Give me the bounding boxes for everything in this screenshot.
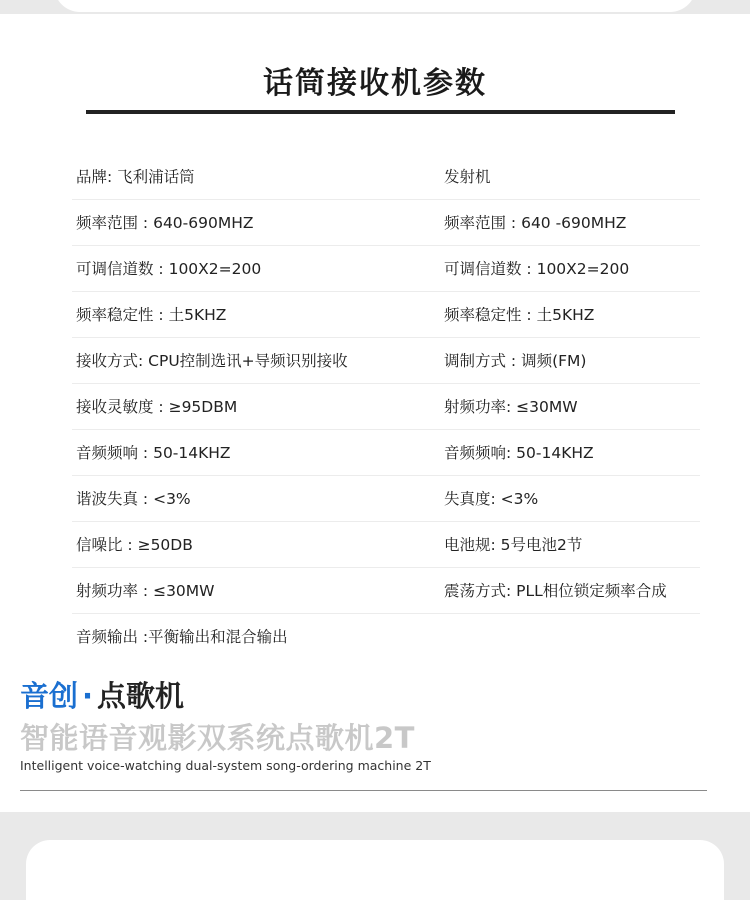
- spec-left: 频率范围 : 640-690MHZ: [76, 214, 254, 232]
- spec-table: [72, 154, 700, 660]
- product-name: 智能语音观影双系统点歌机2T: [20, 721, 415, 755]
- spec-row: [72, 614, 700, 660]
- spec-right: 失真度: <3%: [444, 490, 539, 508]
- bottom-divider: [20, 790, 707, 791]
- bottom-card-edge: [26, 840, 724, 900]
- spec-right: 发射机: [444, 168, 491, 186]
- spec-left: 音频频响 : 50-14KHZ: [76, 444, 231, 462]
- spec-left: 音频输出 :平衡输出和混合输出: [76, 628, 288, 646]
- spec-row: [72, 430, 700, 476]
- spec-row: [72, 476, 700, 522]
- spec-left: 频率稳定性 : 土5KHZ: [76, 306, 227, 324]
- spec-row: [72, 384, 700, 430]
- spec-left: 接收灵敏度 : ≥95DBM: [76, 398, 238, 416]
- spec-row: [72, 246, 700, 292]
- spec-right: 频率范围 : 640 -690MHZ: [444, 214, 627, 232]
- title-underline: [86, 110, 675, 114]
- spec-left: 信噪比 : ≥50DB: [76, 536, 193, 554]
- spec-row: [72, 292, 700, 338]
- spec-left: 射频功率 : ≤30MW: [76, 582, 215, 600]
- spec-row: [72, 338, 700, 384]
- spec-right: 音频频响: 50-14KHZ: [444, 444, 594, 462]
- top-card-edge: [54, 0, 696, 12]
- spec-right: 调制方式 : 调频(FM): [444, 352, 587, 370]
- spec-right: 频率稳定性 : 土5KHZ: [444, 306, 595, 324]
- spec-left: 可调信道数 : 100X2=200: [76, 260, 262, 278]
- spec-left: 接收方式: CPU控制选讯+导频识别接收: [76, 352, 348, 370]
- brand-dot: ·: [82, 679, 94, 713]
- brand-line: [20, 674, 184, 715]
- brand-category: 点歌机: [97, 679, 185, 713]
- spec-left: 谐波失真 : <3%: [76, 490, 191, 508]
- product-name-en: Intelligent voice-watching dual-system song-ordering machine 2T: [20, 758, 431, 773]
- brand-name: 音创: [20, 679, 79, 713]
- spec-right: 电池规: 5号电池2节: [444, 536, 583, 554]
- spec-right: 震荡方式: PLL相位锁定频率合成: [444, 582, 667, 600]
- spec-row: [72, 154, 700, 200]
- spec-row: [72, 522, 700, 568]
- spec-right: 射频功率: ≤30MW: [444, 398, 578, 416]
- spec-left: 品牌: 飞利浦话筒: [76, 168, 195, 186]
- section-title: 话筒接收机参数: [263, 66, 487, 101]
- spec-right: 可调信道数 : 100X2=200: [444, 260, 630, 278]
- spec-row: [72, 200, 700, 246]
- spec-row: [72, 568, 700, 614]
